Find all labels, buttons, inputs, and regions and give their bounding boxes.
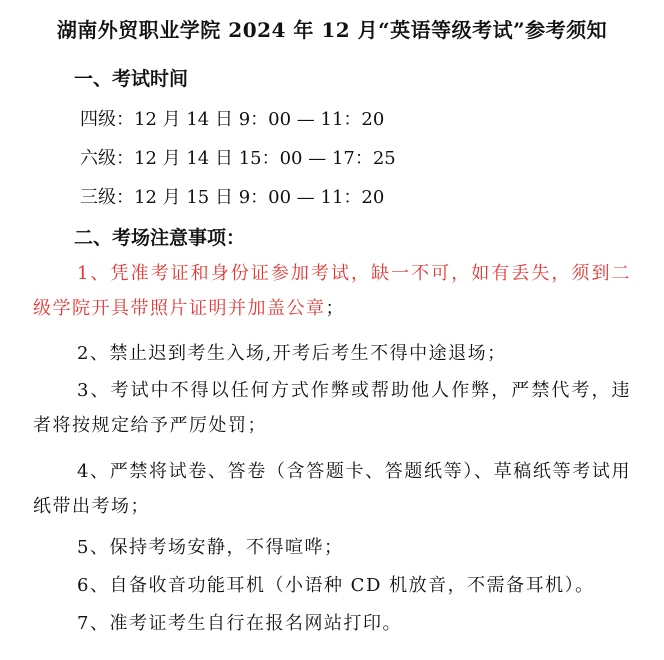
rule-item-5 <box>33 530 631 565</box>
rule-item-6 <box>33 568 631 603</box>
rule-text: 凭准考证和身份证参加考试，缺一不可，如有丢失，须到二级学院开具带照片证明并加盖公章 <box>33 263 631 319</box>
rule-text: 自备收音功能耳机（小语种 CD 机放音，不需备耳机）。 <box>109 575 595 596</box>
rule-text: 严禁将试卷、答卷（含答题卡、答题纸等）、草稿纸等考试用纸带出考场； <box>33 461 632 517</box>
rule-number: 4、 <box>77 461 110 482</box>
section-heading-exam-rules: 二、考场注意事项： <box>74 227 246 249</box>
document-title: 湖南外贸职业学院 2024 年 12 月“英语等级考试”参考须知 <box>56 18 608 42</box>
rule-text-tail: ； <box>325 298 345 319</box>
rule-number: 2、 <box>77 343 110 364</box>
schedule-cet4: 四级：12 月 14 日 9：00 — 11：20 <box>80 109 385 130</box>
rule-item-3 <box>33 373 631 443</box>
rule-item-2 <box>33 336 631 371</box>
section-heading-exam-time: 一、考试时间 <box>74 68 189 90</box>
rule-text: 禁止迟到考生入场,开考后考生不得中途退场； <box>109 343 507 364</box>
rule-item-1 <box>33 256 631 326</box>
rule-number: 3、 <box>77 380 111 401</box>
rule-item-7 <box>33 606 631 641</box>
rule-number: 6、 <box>77 575 110 596</box>
rule-text: 保持考场安静，不得喧哗； <box>109 537 344 558</box>
rule-number: 1、 <box>77 263 111 284</box>
schedule-level3: 三级：12 月 15 日 9：00 — 11：20 <box>80 187 385 208</box>
schedule-cet6: 六级：12 月 14 日 15：00 — 17：25 <box>80 148 396 169</box>
rule-text: 考试中不得以任何方式作弊或帮助他人作弊，严禁代考，违者将按规定给予严厉处罚； <box>33 380 631 436</box>
rule-text: 准考证考生自行在报名网站打印。 <box>109 613 402 634</box>
rule-number: 7、 <box>77 613 110 634</box>
rule-number: 5、 <box>77 537 110 558</box>
rule-item-4 <box>33 454 631 524</box>
